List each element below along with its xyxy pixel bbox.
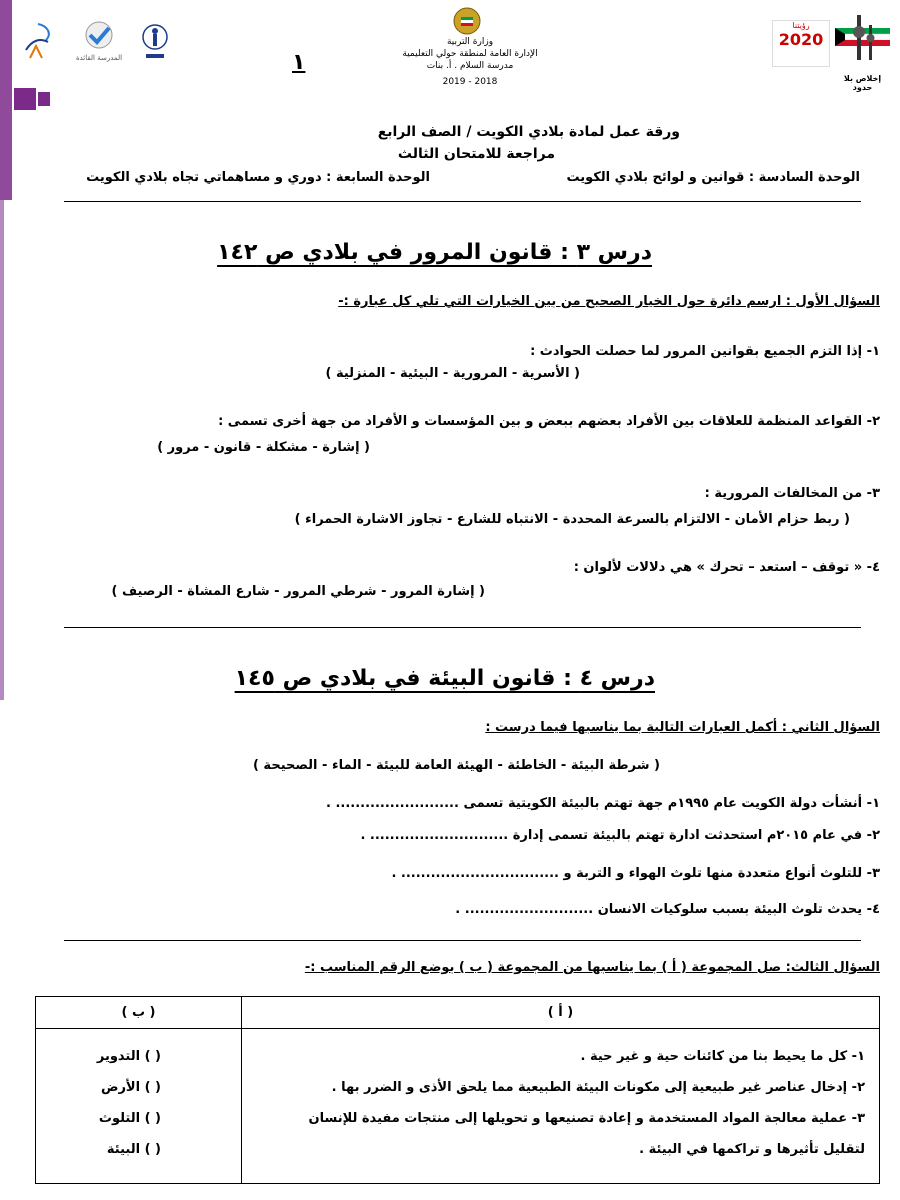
ministry-name: وزارة التربية [446,37,494,47]
q1-item-4-options: ( إشارة المرور - شرطي المرور - شارع المشاة - الرصيف ) [111,584,485,599]
unit6-label: الوحدة السادسة : قوانين و لوائح بلادي الكويت [566,170,860,185]
q1-item-3-options: ( ربط حزام الأمان - الالتزام بالسرعة المحددة - الانتباه للشارع - تجاوز الاشارة الحمراء ) [294,512,850,527]
unit7-label: الوحدة السابعة : دوري و مساهماتي تجاه بلادي الكويت [86,170,430,185]
logo-right [835,10,890,92]
emblem-icon [452,6,482,36]
q2-word-bank: ( شرطة البيئة - الخاطئة - الهيئة العامة للبيئة - الماء - الصحيحة ) [252,758,660,773]
q2-title: السؤال الثاني : أكمل العبارات التالية بما يناسبها فيما درست : [485,720,880,735]
worksheet-title: ورقة عمل لمادة بلادي الكويت / الصف الرابع [377,124,680,140]
col-b-item-4: ( ) البيئة [106,1142,161,1157]
school-name: مدرسة السلام . أ. بنات [426,61,514,71]
col-b-items [36,1029,242,1184]
logo-caption: إخلاص بلا حدود [843,74,882,92]
directorate-name: الإدارة العامة لمنطقة حولي التعليمية [402,49,538,59]
q1-item-1-options: ( الأسرية - المرورية - البيئية - المنزلية ) [325,366,580,381]
tower-flag-icon [835,10,890,80]
q2-item-1: ١- أنشأت دولة الكويت عام ١٩٩٥م جهة تهتم بالبيئة الكويتية تسمى ......................... . [326,796,880,811]
q1-item-1: ١- إذا التزم الجميع بقوانين المرور لما حصلت الحوادث : [530,344,880,359]
page-number: ١ [292,50,306,75]
q3-title: السؤال الثالث: صل المجموعة ( أ ) بما يناسبها من المجموعة ( ب ) بوضع الرقم المناسب :- [304,960,880,975]
col-b-header: ( ب ) [36,997,242,1029]
kuwait-emblem [452,6,482,36]
col-a-item-3: ٣- عملية معالجة المواد المستخدمة و إعادة تصنيعها و تحويلها إلى منتجات مفيدة للإنسان [308,1111,865,1126]
vision-label: رؤيتنا [792,21,810,30]
leading-school-logo [73,20,125,62]
decor-square [14,88,36,110]
col-a-item-1: ١- كل ما يحيط بنا من كائنات حية و غير حية . [580,1049,865,1064]
checkmark-badge-icon [81,20,117,50]
person-icon [140,22,170,64]
matching-table [35,996,880,1184]
runner-icon [18,20,56,62]
divider-3 [64,940,861,941]
q1-title: السؤال الأول : ارسم دائرة حول الخيار الصحيح من بين الخيارات التي تلي كل عبارة :- [338,294,880,309]
col-b-item-1: ( ) التدوير [96,1049,161,1064]
col-a-item-3-cont: لتقليل تأثيرها و تراكمها في البيئة . [639,1142,865,1157]
divider-1 [64,201,861,202]
worksheet-subtitle: مراجعة للامتحان الثالث [397,146,555,162]
q1-item-4: ٤- « توقف – استعد – تحرك » هي دلالات لألوان : [573,560,880,575]
q1-item-2-options: ( إشارة - مشكلة - قانون - مرور ) [157,440,370,455]
lesson4-heading: درس ٤ : قانون البيئة في بلادي ص ١٤٥ [234,666,655,691]
q1-item-2: ٢- القواعد المنظمة للعلاقات بين الأفراد بعضهم ببعض و بين المؤسسات و الأفراد من جهة أخرى تسمى : [218,414,880,429]
vision-2020-logo [772,20,830,67]
col-a-header: ( أ ) [242,997,880,1029]
divider-2 [64,627,861,628]
q2-item-4: ٤- يحدث تلوث البيئة بسبب سلوكيات الانسان .......................... . [455,902,880,917]
school-year: 2018 - 2019 [442,77,498,87]
figure-logo [140,22,170,64]
q1-item-3: ٣- من المخالفات المرورية : [704,486,880,501]
leading-school-label: المدرسة القائدة [75,54,123,62]
col-b-item-3: ( ) التلوث [98,1111,161,1126]
runner-logo [18,20,56,62]
decor-bar-top [0,0,12,200]
col-b-item-2: ( ) الأرض [100,1080,161,1095]
header-ministry [380,36,560,88]
decor-square-small [38,92,50,106]
q2-item-3: ٣- للتلوث أنواع متعددة منها تلوث الهواء و التربة و ................................ . [391,866,880,881]
decor-bar-left [0,200,4,700]
lesson3-heading: درس ٣ : قانون المرور في بلادي ص ١٤٢ [217,240,652,265]
col-a-items [242,1029,880,1184]
vision-year: 2020 [778,30,824,49]
q2-item-2: ٢- في عام ٢٠١٥م استحدثت ادارة تهتم بالبيئة تسمى إدارة ............................ . [360,828,880,843]
col-a-item-2: ٢- إدخال عناصر غير طبيعية إلى مكونات البيئة الطبيعية مما يلحق الأذى و الضرر بها . [331,1080,865,1095]
